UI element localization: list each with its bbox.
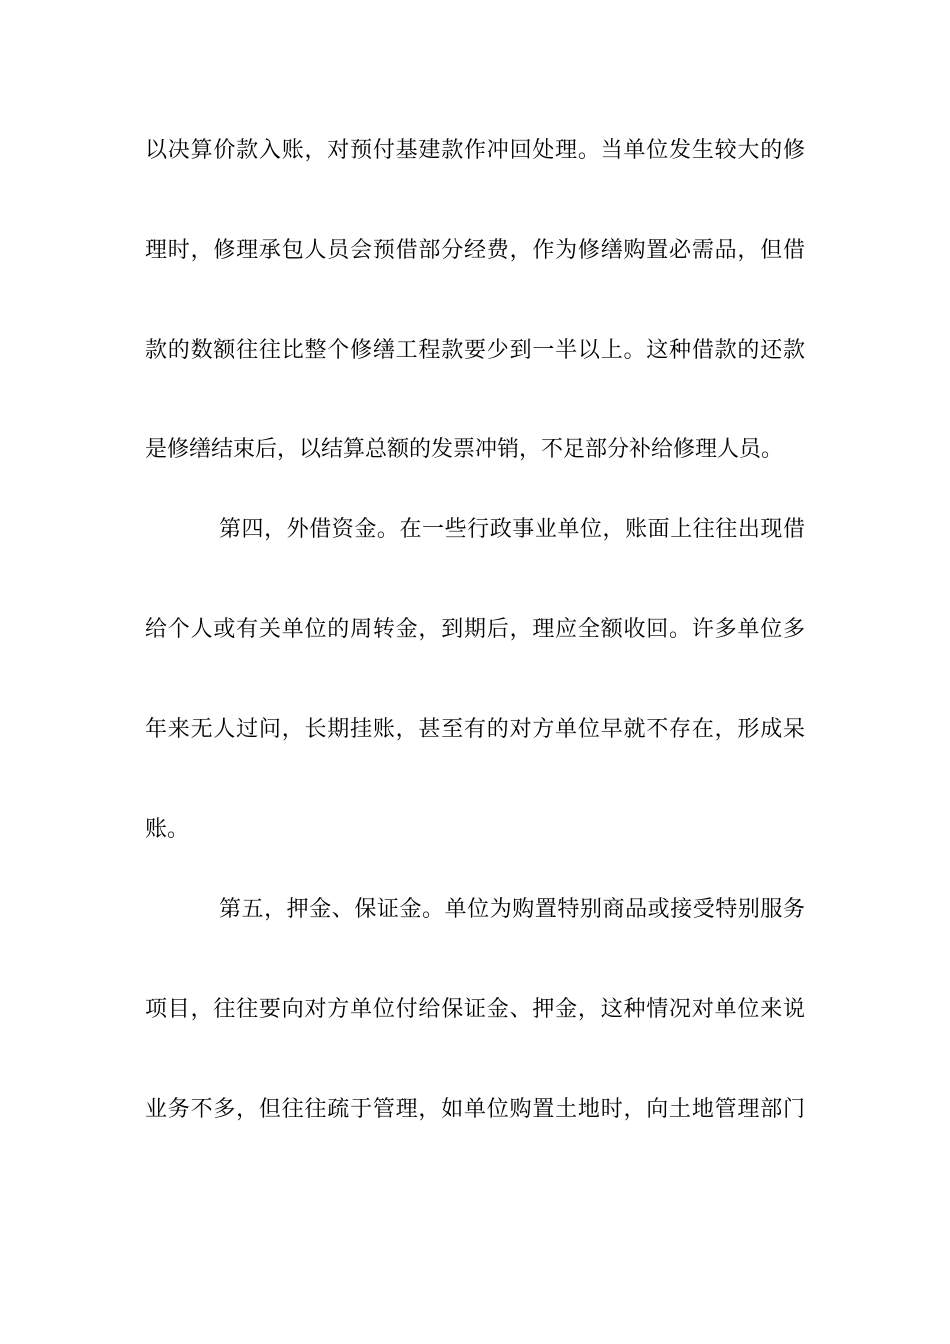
text-line: 理时，修理承包人员会预借部分经费，作为修缮购置必需品，但借 — [145, 238, 805, 263]
paragraph-start-line: 第五，押金、保证金。单位为购置特别商品或接受特别服务 — [219, 897, 805, 922]
text-line: 业务不多，但往往疏于管理，如单位购置土地时，向土地管理部门 — [145, 1097, 805, 1122]
text-line: 款的数额往往比整个修缮工程款要少到一半以上。这种借款的还款 — [145, 338, 805, 363]
text-line: 给个人或有关单位的周转金，到期后，理应全额收回。许多单位多 — [145, 617, 805, 642]
text-line: 账。 — [145, 817, 190, 842]
text-line: 是修缮结束后，以结算总额的发票冲销，不足部分补给修理人员。 — [145, 437, 784, 462]
text-line: 项目，往往要向对方单位付给保证金、押金，这种情况对单位来说 — [145, 997, 805, 1022]
text-line: 以决算价款入账，对预付基建款作冲回处理。当单位发生较大的修 — [145, 138, 805, 163]
text-line: 年来无人过问，长期挂账，甚至有的对方单位早就不存在，形成呆 — [145, 717, 805, 742]
paragraph-start-line: 第四，外借资金。在一些行政事业单位，账面上往往出现借 — [219, 517, 805, 542]
